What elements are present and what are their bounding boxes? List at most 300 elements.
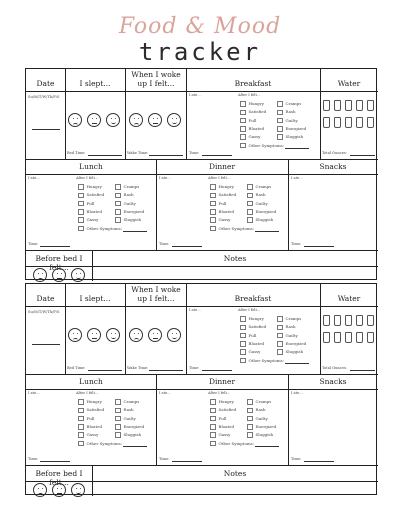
lunch-other-symptoms[interactable]: [78, 440, 122, 448]
checkbox[interactable]: [78, 209, 84, 215]
before-bed-header: Before bed I felt...: [35, 469, 83, 487]
title-script: Food & Mood: [118, 14, 282, 39]
symptom-label: Hungry: [248, 316, 264, 321]
checkbox[interactable]: [277, 101, 283, 107]
checkbox[interactable]: [277, 110, 283, 116]
symptom-label: Guilty: [285, 332, 298, 338]
notes-header: Notes: [223, 254, 247, 263]
symptom-label: Gassy: [86, 217, 99, 223]
dinner-symptom-left[interactable]: [210, 216, 230, 224]
lunch-other-symptoms-line[interactable]: [123, 446, 147, 447]
water-cup-icon[interactable]: [345, 100, 352, 111]
neutral-face-icon[interactable]: [148, 113, 162, 127]
checkbox[interactable]: [210, 408, 216, 414]
checkbox[interactable]: [240, 333, 246, 339]
lunch-symptom-left[interactable]: [78, 406, 104, 414]
water-cup-icon[interactable]: [356, 117, 363, 128]
symptom-label: Rash: [123, 407, 134, 413]
dinner-header: Dinner: [208, 162, 236, 171]
lunch-symptom-left[interactable]: [78, 208, 102, 216]
water-cup-icon[interactable]: [323, 315, 330, 326]
breakfast-other-symptoms-line[interactable]: [285, 148, 309, 149]
checkbox[interactable]: [115, 432, 121, 438]
checkbox[interactable]: [277, 349, 283, 355]
checkbox[interactable]: [240, 101, 246, 107]
lunch-symptom-right[interactable]: [115, 423, 144, 431]
lunch-symptom-right[interactable]: [115, 208, 144, 216]
woke-header: When I woke up I felt...: [131, 70, 181, 88]
checkbox[interactable]: [277, 316, 283, 322]
symptom-label: Hungry: [218, 399, 234, 404]
row-divider: [26, 465, 378, 466]
other-symptoms-label: Other Symptoms:: [86, 225, 123, 231]
time-label: Time:: [291, 457, 302, 461]
dinner-symptom-left[interactable]: [210, 431, 230, 439]
checkbox[interactable]: [277, 134, 283, 140]
i-ate-label: I ate...: [28, 176, 40, 180]
water-cup-icon[interactable]: [323, 117, 330, 128]
after-felt-label: After I felt...: [238, 93, 261, 97]
symptom-label: Rash: [123, 192, 134, 198]
symptom-label: Sluggish: [255, 217, 274, 223]
time-field[interactable]: [172, 461, 202, 462]
col-divider: [156, 374, 157, 465]
symptom-label: Satisfied: [218, 192, 237, 198]
happy-face-icon[interactable]: [167, 113, 181, 127]
symptom-label: Full: [218, 415, 227, 421]
symptom-label: Guilty: [123, 415, 136, 421]
water-cup-icon[interactable]: [367, 315, 374, 326]
symptom-label: Bloated: [86, 423, 103, 429]
water-cup-icon[interactable]: [356, 100, 363, 111]
row-divider: [26, 159, 378, 160]
symptom-label: Sluggish: [123, 432, 142, 438]
wake-time-field[interactable]: [149, 370, 183, 371]
neutral-face-icon[interactable]: [52, 268, 66, 282]
checkbox[interactable]: [78, 424, 84, 430]
header-divider: [26, 174, 378, 175]
symptom-label: Cramps: [285, 316, 302, 321]
symptom-label: Energized: [285, 340, 307, 346]
neutral-face-icon[interactable]: [87, 328, 101, 342]
symptom-label: Rash: [255, 192, 266, 198]
col-divider: [288, 159, 289, 250]
dinner-other-symptoms[interactable]: [210, 225, 254, 233]
other-symptoms-label: Other Symptoms:: [248, 142, 285, 148]
checkbox[interactable]: [115, 201, 121, 207]
happy-face-icon[interactable]: [106, 328, 120, 342]
lunch-other-symptoms-line[interactable]: [123, 231, 147, 232]
dinner-symptom-left[interactable]: [210, 200, 226, 208]
symptom-label: Rash: [255, 407, 266, 413]
snacks-header: Snacks: [319, 377, 347, 386]
checkbox[interactable]: [210, 209, 216, 215]
symptom-label: Cramps: [255, 184, 272, 189]
lunch-symptom-left[interactable]: [78, 200, 94, 208]
before-bed-header: Before bed I felt...: [35, 254, 83, 272]
symptom-label: Satisfied: [248, 109, 267, 115]
happy-face-icon[interactable]: [71, 483, 85, 497]
lunch-symptom-right[interactable]: [115, 406, 134, 414]
symptom-label: Sluggish: [255, 432, 274, 438]
other-symptoms-label: Other Symptoms:: [218, 440, 255, 446]
symptom-label: Sluggish: [123, 217, 142, 223]
checkbox[interactable]: [247, 408, 253, 414]
symptom-label: Sluggish: [285, 349, 304, 355]
col-divider: [288, 374, 289, 465]
breakfast-symptom-left[interactable]: [240, 323, 266, 331]
dinner-symptom-right[interactable]: [247, 423, 276, 431]
date-field[interactable]: [32, 129, 60, 130]
dinner-symptom-right[interactable]: [247, 398, 271, 406]
checkbox[interactable]: [240, 358, 246, 364]
bed-time-label: Bed Time:: [67, 151, 86, 155]
checkbox[interactable]: [247, 424, 253, 430]
breakfast-symptom-left[interactable]: [240, 117, 256, 125]
dinner-symptom-left[interactable]: [210, 406, 236, 414]
i-ate-label: I ate...: [159, 391, 171, 395]
checkbox[interactable]: [115, 209, 121, 215]
checkbox[interactable]: [247, 416, 253, 422]
breakfast-symptom-right[interactable]: [277, 348, 303, 356]
checkbox[interactable]: [115, 217, 121, 223]
after-felt-label: After I felt...: [76, 391, 99, 395]
dinner-other-symptoms-line[interactable]: [255, 231, 279, 232]
sad-face-icon[interactable]: [33, 483, 47, 497]
checkbox[interactable]: [210, 424, 216, 430]
checkbox[interactable]: [78, 441, 84, 447]
dinner-symptom-right[interactable]: [247, 216, 273, 224]
water-cup-icon[interactable]: [367, 332, 374, 343]
breakfast-other-symptoms[interactable]: [240, 142, 284, 150]
lunch-symptom-left[interactable]: [78, 431, 98, 439]
dinner-symptom-right[interactable]: [247, 200, 268, 208]
breakfast-symptom-right[interactable]: [277, 332, 298, 340]
checkbox[interactable]: [277, 341, 283, 347]
time-label: Time:: [291, 242, 302, 246]
breakfast-other-symptoms-line[interactable]: [285, 363, 309, 364]
checkbox[interactable]: [78, 193, 84, 199]
symptom-label: Guilty: [123, 200, 136, 206]
checkbox[interactable]: [115, 424, 121, 430]
breakfast-other-symptoms[interactable]: [240, 357, 284, 365]
time-field[interactable]: [304, 461, 334, 462]
time-label: Time:: [28, 242, 39, 246]
time-label: Time:: [189, 151, 200, 155]
lunch-symptom-right[interactable]: [115, 200, 136, 208]
symptom-label: Guilty: [255, 415, 268, 421]
checkbox[interactable]: [240, 341, 246, 347]
checkbox[interactable]: [115, 408, 121, 414]
checkbox[interactable]: [210, 399, 216, 405]
col-divider: [156, 159, 157, 250]
checkbox[interactable]: [247, 184, 253, 190]
happy-face-icon[interactable]: [167, 328, 181, 342]
breakfast-symptom-left[interactable]: [240, 100, 264, 108]
snacks-header: Snacks: [319, 162, 347, 171]
dinner-symptom-left[interactable]: [210, 191, 236, 199]
title-main: tracker: [138, 38, 262, 66]
breakfast-symptom-left[interactable]: [240, 348, 260, 356]
symptom-label: Full: [248, 117, 257, 123]
time-label: Time:: [159, 457, 170, 461]
checkbox[interactable]: [240, 126, 246, 132]
checkbox[interactable]: [115, 416, 121, 422]
symptom-label: Full: [86, 415, 95, 421]
water-cup-icon[interactable]: [334, 332, 341, 343]
checkbox[interactable]: [78, 432, 84, 438]
breakfast-symptom-right[interactable]: [277, 108, 296, 116]
after-felt-label: After I felt...: [238, 308, 261, 312]
date-header: Date: [36, 79, 55, 88]
time-field[interactable]: [202, 155, 232, 156]
lunch-symptom-left[interactable]: [78, 183, 102, 191]
breakfast-symptom-right[interactable]: [277, 100, 301, 108]
checkbox[interactable]: [78, 184, 84, 190]
neutral-face-icon[interactable]: [52, 483, 66, 497]
checkbox[interactable]: [240, 110, 246, 116]
dinner-header: Dinner: [208, 377, 236, 386]
symptom-label: Gassy: [248, 349, 261, 355]
checkbox[interactable]: [210, 201, 216, 207]
lunch-symptom-right[interactable]: [115, 191, 134, 199]
dinner-symptom-left[interactable]: [210, 398, 234, 406]
checkbox[interactable]: [247, 432, 253, 438]
checkbox[interactable]: [210, 193, 216, 199]
happy-face-icon[interactable]: [71, 268, 85, 282]
symptom-label: Cramps: [123, 184, 140, 189]
lunch-header: Lunch: [79, 377, 103, 386]
breakfast-symptom-right[interactable]: [277, 125, 306, 133]
checkbox[interactable]: [240, 316, 246, 322]
i-ate-label: I ate...: [189, 308, 201, 312]
symptom-label: Bloated: [248, 340, 265, 346]
water-cup-icon[interactable]: [334, 117, 341, 128]
breakfast-symptom-left[interactable]: [240, 108, 266, 116]
neutral-face-icon[interactable]: [148, 328, 162, 342]
water-cup-icon[interactable]: [356, 315, 363, 326]
dinner-symptom-left[interactable]: [210, 423, 234, 431]
checkbox[interactable]: [240, 118, 246, 124]
checkbox[interactable]: [210, 217, 216, 223]
checkbox[interactable]: [78, 217, 84, 223]
wake-time-label: Wake Time:: [127, 366, 149, 370]
checkbox[interactable]: [247, 201, 253, 207]
dinner-symptom-right[interactable]: [247, 415, 268, 423]
symptom-label: Hungry: [248, 101, 264, 106]
dinner-symptom-left[interactable]: [210, 208, 234, 216]
bed-time-field[interactable]: [88, 155, 122, 156]
breakfast-symptom-left[interactable]: [240, 340, 264, 348]
time-field[interactable]: [40, 461, 70, 462]
water-cup-icon[interactable]: [356, 332, 363, 343]
checkbox[interactable]: [247, 209, 253, 215]
col-divider: [125, 69, 126, 159]
symptom-label: Hungry: [218, 184, 234, 189]
time-field[interactable]: [202, 370, 232, 371]
symptom-label: Cramps: [255, 399, 272, 404]
symptom-label: Satisfied: [86, 192, 105, 198]
bed-time-field[interactable]: [88, 370, 122, 371]
water-cup-icon[interactable]: [345, 117, 352, 128]
checkbox[interactable]: [247, 399, 253, 405]
breakfast-symptom-right[interactable]: [277, 117, 298, 125]
breakfast-symptom-right[interactable]: [277, 133, 303, 141]
checkbox[interactable]: [277, 126, 283, 132]
lunch-symptom-right[interactable]: [115, 183, 139, 191]
symptom-label: Bloated: [248, 125, 265, 131]
breakfast-symptom-right[interactable]: [277, 340, 306, 348]
water-cup-icon[interactable]: [367, 117, 374, 128]
dinner-symptom-left[interactable]: [210, 415, 226, 423]
symptom-label: Bloated: [218, 423, 235, 429]
checkbox[interactable]: [240, 325, 246, 331]
water-cup-icon[interactable]: [345, 315, 352, 326]
lunch-symptom-left[interactable]: [78, 415, 94, 423]
symptom-label: Full: [86, 200, 95, 206]
i-ate-label: I ate...: [291, 176, 303, 180]
total-ounces-field[interactable]: [350, 155, 375, 156]
dinner-symptom-right[interactable]: [247, 183, 271, 191]
checkbox[interactable]: [240, 349, 246, 355]
symptom-label: Satisfied: [86, 407, 105, 413]
lunch-symptom-right[interactable]: [115, 216, 141, 224]
happy-face-icon[interactable]: [106, 113, 120, 127]
water-cup-icon[interactable]: [323, 332, 330, 343]
symptom-label: Gassy: [248, 134, 261, 140]
water-cup-icon[interactable]: [334, 100, 341, 111]
checkbox[interactable]: [247, 193, 253, 199]
checkbox[interactable]: [115, 193, 121, 199]
lunch-symptom-left[interactable]: [78, 423, 102, 431]
after-felt-label: After I felt...: [208, 176, 231, 180]
lunch-symptom-left[interactable]: [78, 398, 102, 406]
breakfast-symptom-left[interactable]: [240, 125, 264, 133]
time-field[interactable]: [172, 246, 202, 247]
checkbox[interactable]: [78, 399, 84, 405]
breakfast-symptom-right[interactable]: [277, 323, 296, 331]
breakfast-symptom-right[interactable]: [277, 315, 301, 323]
total-ounces-label: Total Ounces:: [322, 151, 347, 155]
water-cup-icon[interactable]: [323, 100, 330, 111]
checkbox[interactable]: [277, 333, 283, 339]
symptom-label: Satisfied: [248, 324, 267, 330]
lunch-symptom-left[interactable]: [78, 216, 98, 224]
lunch-symptom-right[interactable]: [115, 415, 136, 423]
sad-face-icon[interactable]: [68, 113, 82, 127]
symptom-label: Energized: [255, 423, 277, 429]
dinner-symptom-left[interactable]: [210, 183, 234, 191]
checkbox[interactable]: [240, 143, 246, 149]
lunch-header: Lunch: [79, 162, 103, 171]
checkbox[interactable]: [277, 118, 283, 124]
time-label: Time:: [159, 242, 170, 246]
symptom-label: Bloated: [86, 208, 103, 214]
sad-face-icon[interactable]: [129, 113, 143, 127]
checkbox[interactable]: [247, 217, 253, 223]
breakfast-header: Breakfast: [234, 294, 272, 303]
total-ounces-label: Total Ounces:: [322, 366, 347, 370]
date-header: Date: [36, 294, 55, 303]
sad-face-icon[interactable]: [68, 328, 82, 342]
symptom-label: Energized: [123, 208, 145, 214]
total-ounces-field[interactable]: [350, 370, 375, 371]
checkbox[interactable]: [277, 325, 283, 331]
i-ate-label: I ate...: [291, 391, 303, 395]
header-divider: [26, 306, 378, 307]
wake-time-label: Wake Time:: [127, 151, 149, 155]
bed-time-label: Bed Time:: [67, 366, 86, 370]
water-cup-icon[interactable]: [367, 100, 374, 111]
header-divider: [26, 389, 378, 390]
breakfast-symptom-left[interactable]: [240, 315, 264, 323]
checkbox[interactable]: [210, 226, 216, 232]
checkbox[interactable]: [78, 226, 84, 232]
dinner-symptom-right[interactable]: [247, 431, 273, 439]
dinner-symptom-right[interactable]: [247, 406, 266, 414]
checkbox[interactable]: [115, 184, 121, 190]
symptom-label: Energized: [255, 208, 277, 214]
symptom-label: Full: [218, 200, 227, 206]
time-label: Time:: [189, 366, 200, 370]
neutral-face-icon[interactable]: [87, 113, 101, 127]
checkbox[interactable]: [210, 432, 216, 438]
symptom-label: Hungry: [86, 399, 102, 404]
woke-header: When I woke up I felt...: [131, 285, 181, 303]
time-field[interactable]: [304, 246, 334, 247]
lunch-other-symptoms[interactable]: [78, 225, 122, 233]
breakfast-header: Breakfast: [234, 79, 272, 88]
symptom-label: Energized: [123, 423, 145, 429]
breakfast-symptom-left[interactable]: [240, 332, 256, 340]
symptom-label: Full: [248, 332, 257, 338]
time-label: Time:: [28, 457, 39, 461]
symptom-label: Cramps: [123, 399, 140, 404]
dinner-other-symptoms[interactable]: [210, 440, 254, 448]
dinner-symptom-right[interactable]: [247, 208, 276, 216]
dinner-symptom-right[interactable]: [247, 191, 266, 199]
water-header: Water: [337, 294, 361, 303]
slept-header: I slept...: [79, 294, 111, 303]
water-cup-icon[interactable]: [334, 315, 341, 326]
time-field[interactable]: [40, 246, 70, 247]
after-felt-label: After I felt...: [76, 176, 99, 180]
checkbox[interactable]: [78, 201, 84, 207]
checkbox[interactable]: [240, 134, 246, 140]
symptom-label: Gassy: [218, 217, 231, 223]
lunch-symptom-left[interactable]: [78, 191, 104, 199]
wake-time-field[interactable]: [149, 155, 183, 156]
checkbox[interactable]: [78, 416, 84, 422]
checkbox[interactable]: [115, 399, 121, 405]
i-ate-label: I ate...: [28, 391, 40, 395]
breakfast-symptom-left[interactable]: [240, 133, 260, 141]
symptom-label: Gassy: [86, 432, 99, 438]
lunch-symptom-right[interactable]: [115, 398, 139, 406]
checkbox[interactable]: [210, 416, 216, 422]
dinner-other-symptoms-line[interactable]: [255, 446, 279, 447]
row-divider: [26, 250, 378, 251]
checkbox[interactable]: [78, 408, 84, 414]
checkbox[interactable]: [210, 184, 216, 190]
checkbox[interactable]: [210, 441, 216, 447]
lunch-symptom-right[interactable]: [115, 431, 141, 439]
sad-face-icon[interactable]: [33, 268, 47, 282]
symptom-label: Gassy: [218, 432, 231, 438]
water-cup-icon[interactable]: [345, 332, 352, 343]
date-field[interactable]: [32, 344, 60, 345]
sad-face-icon[interactable]: [129, 328, 143, 342]
